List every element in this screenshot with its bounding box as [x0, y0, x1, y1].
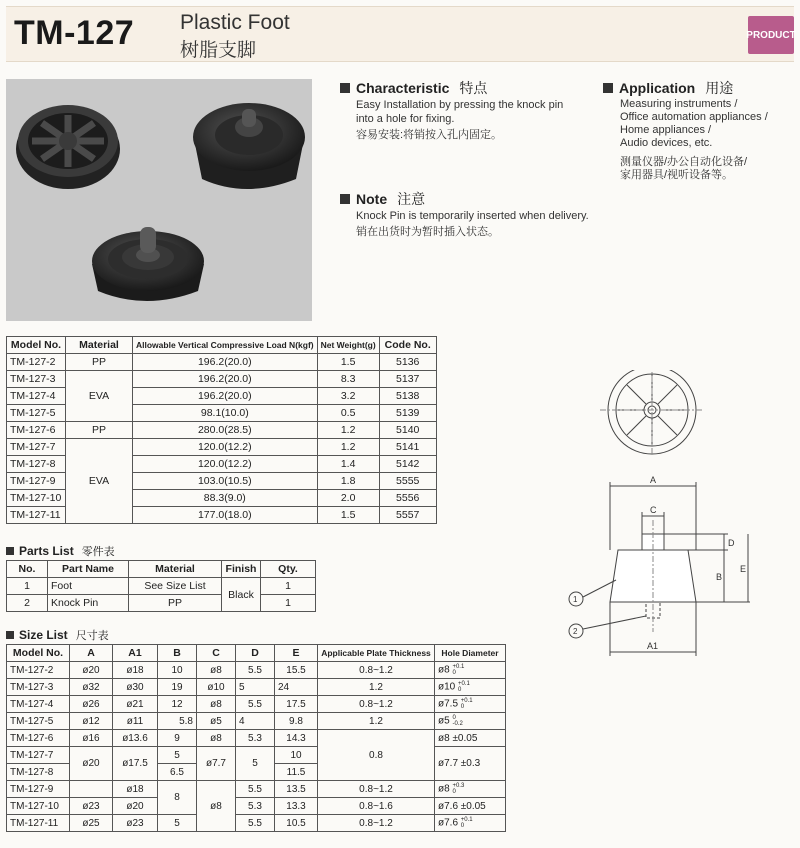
cell: 12 — [158, 696, 197, 713]
tolerance-upper: +0.1 — [452, 664, 465, 670]
cell: 120.0(12.2) — [133, 439, 318, 456]
column-header: Model No. — [7, 337, 66, 354]
cell: TM-127-3 — [7, 679, 70, 696]
table-row — [7, 781, 506, 798]
model-number: TM-127 — [14, 14, 135, 52]
tolerance-lower: 0 — [452, 670, 456, 676]
column-header: B — [158, 645, 197, 662]
column-header: Hole Diameter — [435, 645, 506, 662]
cell: 5557 — [379, 507, 436, 524]
characteristic-text — [356, 98, 563, 142]
table-row — [7, 439, 437, 456]
cell: TM-127-6 — [7, 422, 66, 439]
hole-diameter: ø8 — [438, 664, 450, 676]
column-header: Applicable Plate Thickness — [318, 645, 435, 662]
characteristic-heading — [340, 78, 487, 98]
cell: TM-127-3 — [7, 371, 66, 388]
cell: Knock Pin — [48, 595, 129, 612]
model-table — [6, 336, 437, 524]
hole-diameter: ø10 — [438, 681, 456, 693]
dim-label-b: B — [716, 572, 723, 582]
column-header: A — [70, 645, 113, 662]
table-header-row — [7, 337, 437, 354]
cell: TM-127-9 — [7, 473, 66, 490]
cell: ø7.7 — [197, 747, 236, 781]
cell: 0.8~1.2 — [318, 781, 435, 798]
cell: ø32 — [70, 679, 113, 696]
cell: TM-127-2 — [7, 662, 70, 679]
cell: ø18 — [113, 662, 158, 679]
cell: 5 — [158, 815, 197, 832]
cell: TM-127-7 — [7, 747, 70, 764]
product-photo — [6, 79, 312, 321]
cell: 11.5 — [275, 764, 318, 781]
cell: TM-127-5 — [7, 405, 66, 422]
column-header: Part Name — [48, 561, 129, 578]
cell: 1.2 — [317, 422, 379, 439]
column-header: E — [275, 645, 318, 662]
cell: ø16 — [70, 730, 113, 747]
cell: ø17.5 — [113, 747, 158, 781]
cell: 10.5 — [275, 815, 318, 832]
characteristic-title-cn: 特点 — [459, 80, 488, 96]
cell: 17.5 — [275, 696, 318, 713]
tolerance-upper: +0.1 — [460, 817, 473, 823]
column-header: Code No. — [379, 337, 436, 354]
tolerance-upper: 0 — [452, 715, 456, 721]
cell: 5136 — [379, 354, 436, 371]
cell: TM-127-2 — [7, 354, 66, 371]
size-list-table — [6, 644, 506, 832]
application-cn-1: 测量仪器/办公自动化设备/ — [620, 156, 748, 168]
cell: 8 — [158, 781, 197, 815]
cell: TM-127-4 — [7, 388, 66, 405]
cell: See Size List — [129, 578, 222, 595]
note-cn: 销在出货时为暂时插入状态。 — [356, 226, 499, 238]
cell: 9 — [158, 730, 197, 747]
hole-diameter: ø8 — [438, 783, 450, 795]
cell: ø8 — [197, 730, 236, 747]
cell: 1.2 — [317, 439, 379, 456]
cell: 14.3 — [275, 730, 318, 747]
note-text — [356, 209, 589, 239]
table-row — [7, 422, 437, 439]
cell: 5.5 — [236, 696, 275, 713]
cell: EVA — [66, 371, 133, 422]
bullet-square-icon — [6, 547, 14, 555]
cell: 103.0(10.5) — [133, 473, 318, 490]
cell: ø8 — [197, 662, 236, 679]
cell: ø13.6 — [113, 730, 158, 747]
cell: TM-127-10 — [7, 490, 66, 507]
cell: 5142 — [379, 456, 436, 473]
callout-1: 1 — [573, 595, 578, 604]
application-line: Office automation appliances / — [620, 111, 768, 123]
column-header: C — [197, 645, 236, 662]
cell: ø20 — [70, 747, 113, 781]
cell: TM-127-5 — [7, 713, 70, 730]
cell: 5141 — [379, 439, 436, 456]
cell: ø8 — [197, 696, 236, 713]
application-text — [620, 98, 768, 182]
tolerance — [452, 783, 464, 795]
cell: 9.8 — [275, 713, 318, 730]
cell: ø20 — [70, 662, 113, 679]
cell: 2.0 — [317, 490, 379, 507]
cell: 196.2(20.0) — [133, 388, 318, 405]
cell: 6.5 — [158, 764, 197, 781]
hole-diameter-cell — [435, 662, 506, 679]
cell — [70, 781, 113, 798]
cell: 5.8 — [158, 713, 197, 730]
cell: 1.4 — [317, 456, 379, 473]
size-list-heading — [6, 627, 109, 643]
hole-diameter-cell — [435, 679, 506, 696]
hole-diameter-cell — [435, 696, 506, 713]
cell: 5 — [158, 747, 197, 764]
cell: 177.0(18.0) — [133, 507, 318, 524]
cell: ø7.6 ±0.05 — [435, 798, 506, 815]
column-header: Finish — [222, 561, 261, 578]
cell: 196.2(20.0) — [133, 371, 318, 388]
cell: 1 — [7, 578, 48, 595]
application-line: Home appliances / — [620, 124, 712, 136]
cell: 1.5 — [317, 507, 379, 524]
cell: 1.2 — [318, 713, 435, 730]
cell: ø21 — [113, 696, 158, 713]
cell: TM-127-4 — [7, 696, 70, 713]
cell: Foot — [48, 578, 129, 595]
technical-drawing — [560, 370, 770, 670]
cell: TM-127-10 — [7, 798, 70, 815]
tolerance-lower: -0.2 — [452, 721, 463, 727]
table-row — [7, 730, 506, 747]
tolerance — [458, 681, 470, 693]
cell: 0.8 — [318, 730, 435, 781]
dim-label-e: E — [740, 564, 747, 574]
cell: 196.2(20.0) — [133, 354, 318, 371]
cell: TM-127-9 — [7, 781, 70, 798]
cell: 0.8~1.2 — [318, 815, 435, 832]
cell: 13.5 — [275, 781, 318, 798]
cell: 98.1(10.0) — [133, 405, 318, 422]
tolerance-lower: 0 — [460, 704, 465, 710]
cell: 5139 — [379, 405, 436, 422]
cell: ø20 — [113, 798, 158, 815]
cell: 0.5 — [317, 405, 379, 422]
column-header: Material — [129, 561, 222, 578]
cell: 24 — [275, 679, 318, 696]
hole-diameter-cell — [435, 781, 506, 798]
cell: EVA — [66, 439, 133, 524]
dim-label-a: A — [650, 475, 657, 485]
cell: TM-127-11 — [7, 507, 66, 524]
cell: ø10 — [197, 679, 236, 696]
cell: ø18 — [113, 781, 158, 798]
application-title: Application — [619, 80, 696, 96]
column-header: Allowable Vertical Compressive Load N(kgf) — [133, 337, 318, 354]
column-header: No. — [7, 561, 48, 578]
column-header: D — [236, 645, 275, 662]
table-row — [7, 696, 506, 713]
tolerance-lower: 0 — [460, 823, 465, 829]
cell: 120.0(12.2) — [133, 456, 318, 473]
tolerance-lower: 0 — [458, 687, 462, 693]
callout-2: 2 — [573, 627, 578, 636]
table-row — [7, 713, 506, 730]
cell: 280.0(28.5) — [133, 422, 318, 439]
application-title-cn: 用途 — [705, 80, 734, 96]
cell: 4 — [236, 713, 275, 730]
cell: 10 — [158, 662, 197, 679]
cell: PP — [66, 422, 133, 439]
parts-list-title: Parts List — [19, 544, 74, 558]
characteristic-line-2: into a hole for fixing. — [356, 113, 455, 125]
bullet-square-icon — [6, 631, 14, 639]
table-row — [7, 798, 506, 815]
cell: 5 — [236, 679, 275, 696]
tolerance-upper: +0.3 — [452, 783, 465, 789]
cell: TM-127-7 — [7, 439, 66, 456]
cell: 5.3 — [236, 730, 275, 747]
characteristic-line-1: Easy Installation by pressing the knock pin — [356, 99, 564, 111]
tolerance — [452, 715, 462, 727]
column-header: A1 — [113, 645, 158, 662]
column-header: Model No. — [7, 645, 70, 662]
application-heading — [603, 78, 733, 98]
tolerance-upper: +0.1 — [460, 698, 473, 704]
table-row — [7, 578, 316, 595]
note-title-cn: 注意 — [397, 191, 426, 207]
cell: ø8 — [197, 781, 236, 832]
product-badge: PRODUCT — [748, 16, 794, 54]
cell: TM-127-8 — [7, 456, 66, 473]
application-line: Audio devices, etc. — [620, 137, 713, 149]
cell: 5140 — [379, 422, 436, 439]
parts-list-title-cn: 零件表 — [81, 546, 115, 558]
cell: 1 — [261, 595, 316, 612]
column-header: Material — [66, 337, 133, 354]
note-line-1: Knock Pin is temporarily inserted when delivery. — [356, 210, 589, 222]
table-row — [7, 679, 506, 696]
characteristic-cn: 容易安装:将销按入孔内固定。 — [356, 129, 503, 141]
tolerance — [452, 664, 464, 676]
cell: 0.8~1.6 — [318, 798, 435, 815]
cell: ø7.7 ±0.3 — [435, 747, 506, 781]
size-list-title: Size List — [19, 628, 68, 642]
cell: 19 — [158, 679, 197, 696]
tolerance-lower: 0 — [452, 789, 456, 795]
bullet-square-icon — [340, 194, 350, 204]
cell: 5 — [236, 747, 275, 781]
cell: 5.5 — [236, 815, 275, 832]
dim-label-d: D — [728, 538, 735, 548]
cell: TM-127-6 — [7, 730, 70, 747]
table-row — [7, 354, 437, 371]
cell: 0.8~1.2 — [318, 662, 435, 679]
cell: 10 — [275, 747, 318, 764]
cell: ø25 — [70, 815, 113, 832]
cell: 0.8~1.2 — [318, 696, 435, 713]
cell: 5138 — [379, 388, 436, 405]
table-header-row — [7, 561, 316, 578]
cell: 5137 — [379, 371, 436, 388]
table-row — [7, 662, 506, 679]
cell: ø30 — [113, 679, 158, 696]
cell: 5.5 — [236, 662, 275, 679]
table-row — [7, 371, 437, 388]
cell: 1 — [261, 578, 316, 595]
product-photo-illustration — [6, 79, 312, 321]
cell: 1.5 — [317, 354, 379, 371]
cell: ø5 — [197, 713, 236, 730]
dim-label-a1: A1 — [647, 641, 659, 651]
characteristic-title: Characteristic — [356, 80, 450, 96]
table-row — [7, 595, 316, 612]
tolerance — [461, 698, 473, 710]
product-title-cn: 树脂支脚 — [180, 40, 257, 61]
parts-list-heading — [6, 543, 115, 559]
cell: 3.2 — [317, 388, 379, 405]
cell: ø12 — [70, 713, 113, 730]
dim-label-c: C — [650, 505, 657, 515]
cell: ø23 — [70, 798, 113, 815]
cell: Black — [222, 578, 261, 612]
cell: 1.8 — [317, 473, 379, 490]
cell: 5556 — [379, 490, 436, 507]
cell: ø23 — [113, 815, 158, 832]
hole-diameter: ø7.5 — [438, 698, 459, 710]
cell: 2 — [7, 595, 48, 612]
tolerance-upper: +0.1 — [458, 681, 470, 687]
cell: ø11 — [113, 713, 158, 730]
cell: 1.2 — [318, 679, 435, 696]
cell: 13.3 — [275, 798, 318, 815]
cell: 5555 — [379, 473, 436, 490]
cell: TM-127-8 — [7, 764, 70, 781]
cell: PP — [66, 354, 133, 371]
bullet-square-icon — [340, 83, 350, 93]
cell: ø8 ±0.05 — [435, 730, 506, 747]
parts-list-table — [6, 560, 316, 612]
bullet-square-icon — [603, 83, 613, 93]
table-row — [7, 815, 506, 832]
note-title: Note — [356, 191, 388, 207]
cell: 88.3(9.0) — [133, 490, 318, 507]
cell: 8.3 — [317, 371, 379, 388]
product-title: Plastic Foot — [180, 11, 290, 34]
cell: 15.5 — [275, 662, 318, 679]
application-line: Measuring instruments / — [620, 98, 738, 110]
cell: 5.5 — [236, 781, 275, 798]
hole-diameter-cell — [435, 713, 506, 730]
column-header: Qty. — [261, 561, 316, 578]
cell: PP — [129, 595, 222, 612]
cell: ø26 — [70, 696, 113, 713]
column-header: Net Weight(g) — [317, 337, 379, 354]
tolerance — [461, 817, 473, 829]
hole-diameter-cell — [435, 815, 506, 832]
application-cn-2: 家用器具/视听设备等。 — [620, 169, 734, 181]
table-header-row — [7, 645, 506, 662]
cell: TM-127-11 — [7, 815, 70, 832]
hole-diameter: ø7.6 — [438, 817, 459, 829]
cell: 5.3 — [236, 798, 275, 815]
note-heading — [340, 189, 425, 209]
hole-diameter: ø5 — [438, 715, 450, 727]
size-list-title-cn: 尺寸表 — [75, 630, 109, 642]
